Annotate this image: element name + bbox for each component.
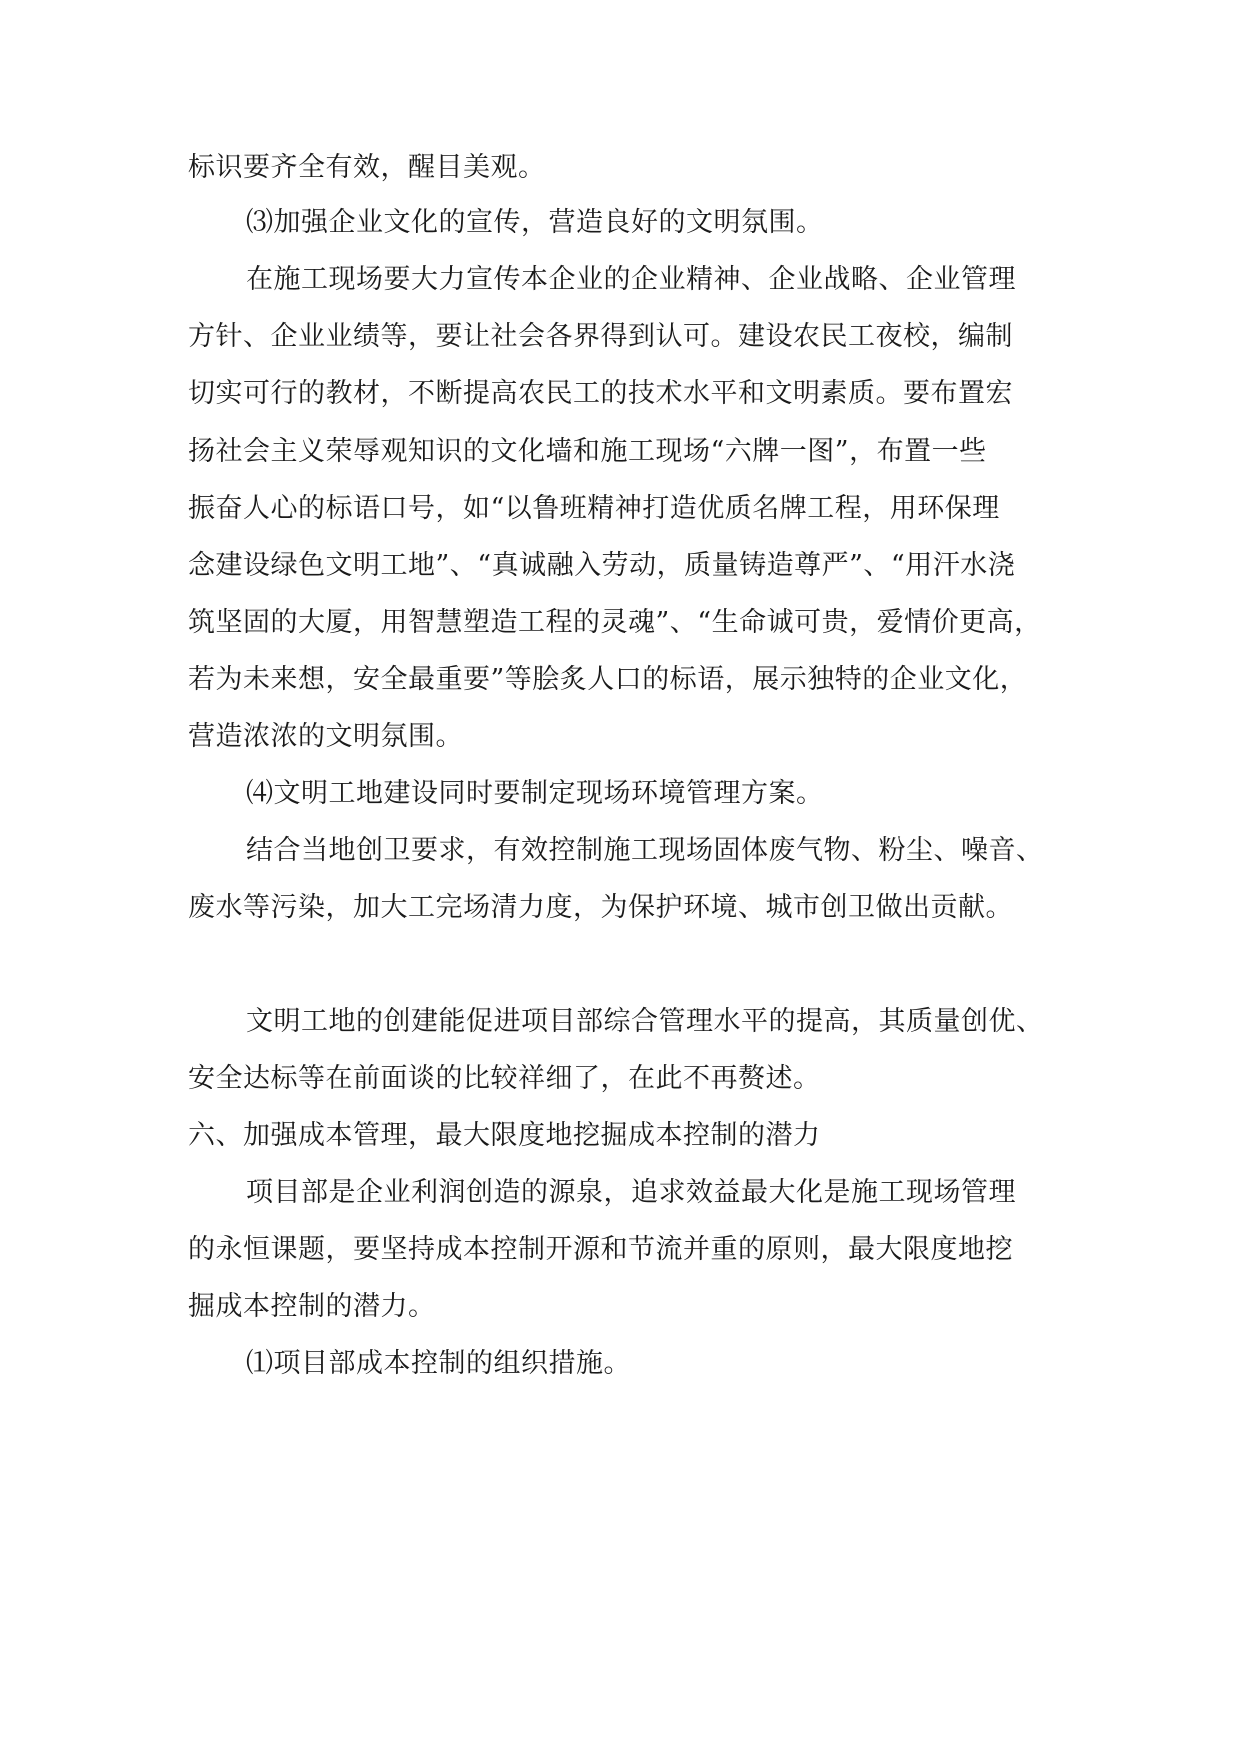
text-line: 扬社会主义荣辱观知识的文化墙和施工现场“六牌一图”，布置一些 [188,436,987,467]
text-line: 的永恒课题，要坚持成本控制开源和节流并重的原则，最大限度地挖 [188,1234,1013,1265]
text-line: 在施工现场要大力宣传本企业的企业精神、企业战略、企业管理 [246,264,1016,295]
section-heading: ⑴项目部成本控制的组织措施。 [246,1348,631,1379]
text-line: 项目部是企业利润创造的源泉，追求效益最大化是施工现场管理 [246,1177,1016,1208]
chapter-heading: 六、加强成本管理，最大限度地挖掘成本控制的潜力 [188,1120,821,1151]
text-line: 营造浓浓的文明氛围。 [188,721,463,752]
document-page [188,0,1058,1754]
text-line: 结合当地创卫要求，有效控制施工现场固体废气物、粉尘、噪音、 [246,835,1044,866]
text-line: 废水等污染，加大工完场清力度，为保护环境、城市创卫做出贡献。 [188,892,1013,923]
text-line: 切实可行的教材，不断提高农民工的技术水平和文明素质。要布置宏 [188,378,1013,409]
text-line: 筑坚固的大厦，用智慧塑造工程的灵魂”、“生命诚可贵，爱情价更高， [188,607,1042,638]
text-line: 振奋人心的标语口号，如“以鲁班精神打造优质名牌工程，用环保理 [188,493,1000,524]
text-line: 文明工地的创建能促进项目部综合管理水平的提高，其质量创优、 [246,1006,1044,1037]
text-line: 若为未来想，安全最重要”等脍炙人口的标语，展示独特的企业文化， [188,664,1028,695]
section-heading: ⑶加强企业文化的宣传，营造良好的文明氛围。 [246,207,824,238]
section-heading: ⑷文明工地建设同时要制定现场环境管理方案。 [246,778,824,809]
text-line: 掘成本控制的潜力。 [188,1291,436,1322]
text-line: 安全达标等在前面谈的比较祥细了，在此不再赘述。 [188,1063,821,1094]
text-line: 念建设绿色文明工地”、“真诚融入劳动，质量铸造尊严”、“用汗水浇 [188,550,1016,581]
text-line: 标识要齐全有效，醒目美观。 [188,152,546,183]
text-line: 方针、企业业绩等，要让社会各界得到认可。建设农民工夜校，编制 [188,321,1013,352]
